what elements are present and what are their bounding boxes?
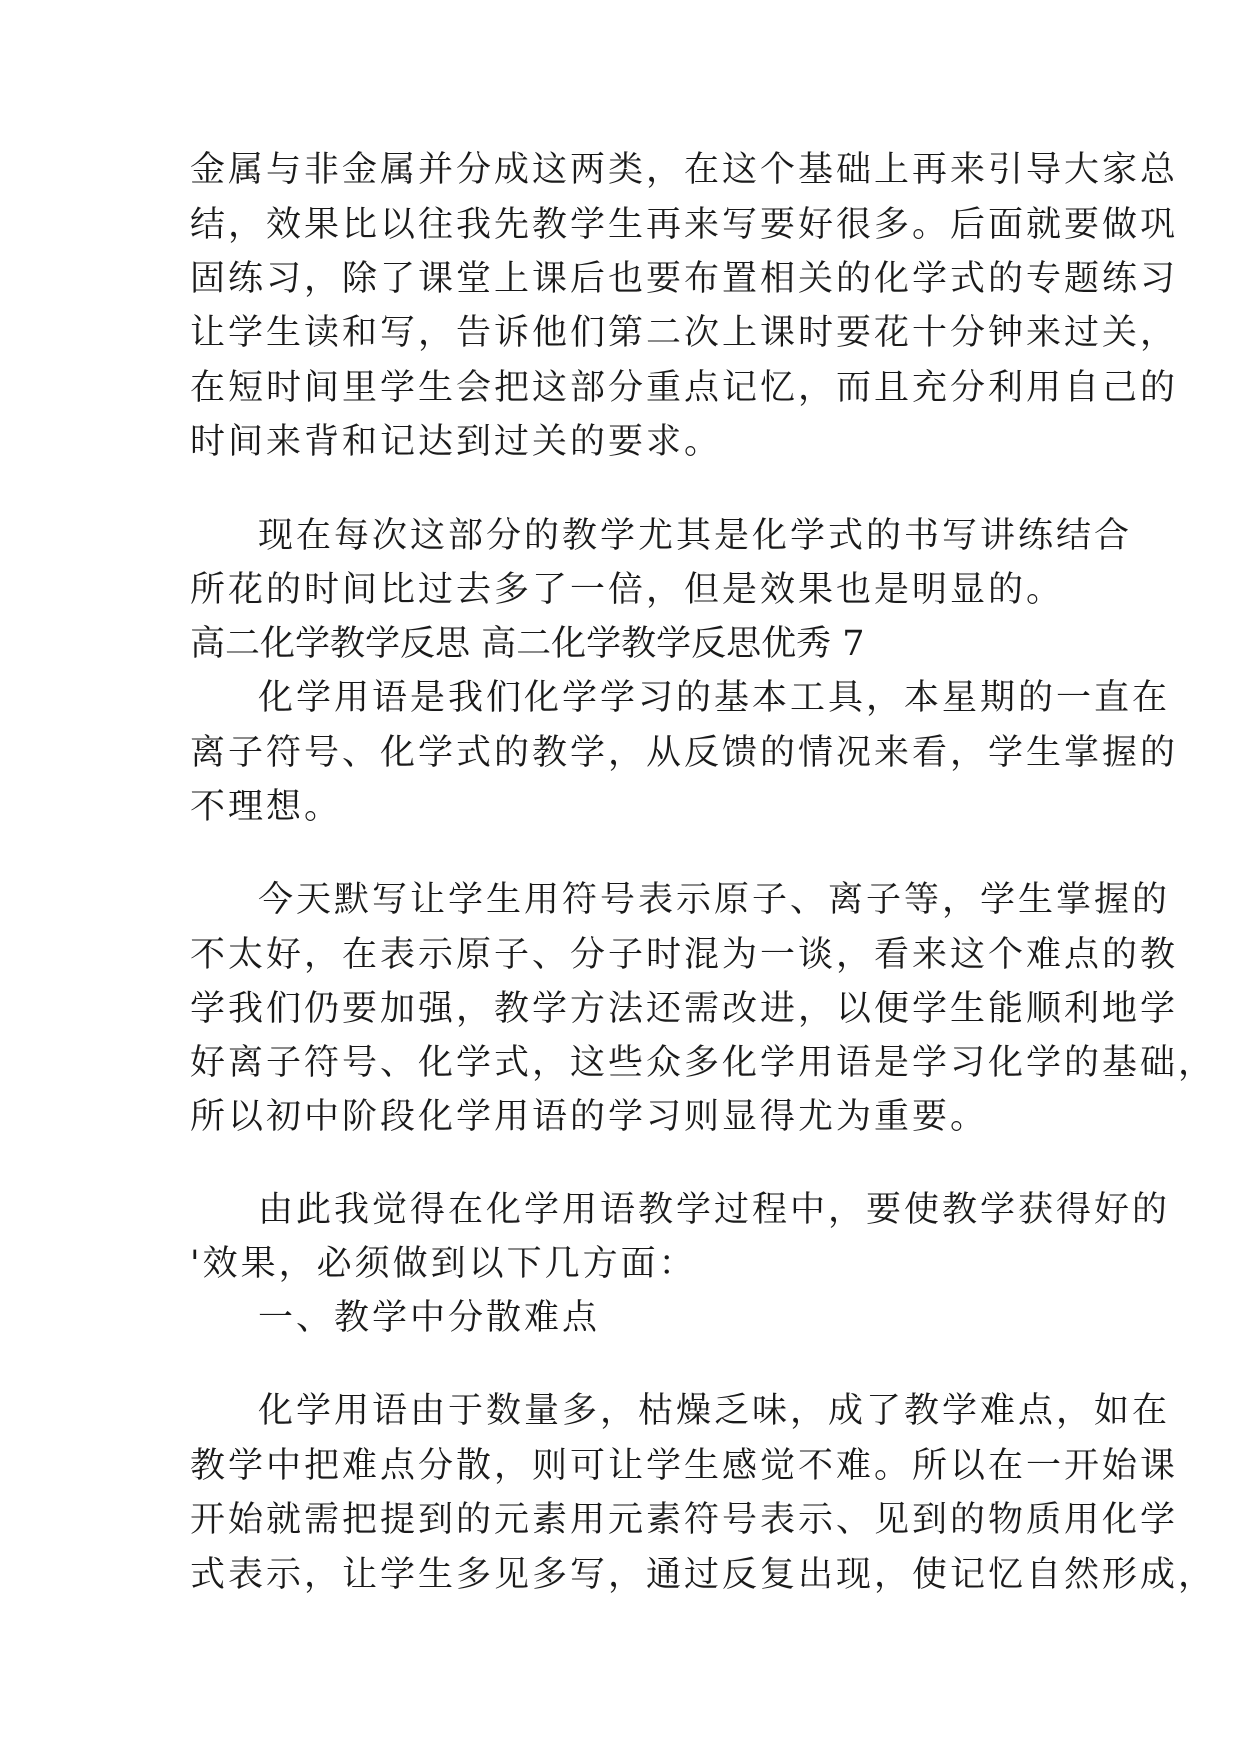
text-line-10: 化学用语是我们化学学习的基本工具，本星期的一直在	[258, 678, 1171, 718]
text-line-22: 教学中把难点分散，则可让学生感觉不难。所以在一开始课	[190, 1446, 1179, 1486]
text-line-3: 固练习，除了课堂上课后也要布置相关的化学式的专题练习	[190, 259, 1179, 299]
text-line-18: 由此我觉得在化学用语教学过程中，要使教学获得好的	[258, 1190, 1171, 1230]
text-line-6: 时间来背和记达到过关的要求。	[190, 422, 723, 462]
text-line-7: 现在每次这部分的教学尤其是化学式的书写讲练结合	[258, 516, 1133, 556]
text-line-19: '效果，必须做到以下几方面：	[190, 1244, 697, 1284]
text-line-12: 不理想。	[190, 787, 343, 827]
text-line-23: 开始就需把提到的元素用元素符号表示、见到的物质用化学	[190, 1500, 1179, 1540]
subheading: 一、教学中分散难点	[258, 1298, 601, 1338]
text-line-1: 金属与非金属并分成这两类，在这个基础上再来引导大家总	[190, 150, 1179, 190]
text-line-24: 式表示，让学生多见多写，通过反复出现，使记忆自然形成，	[190, 1555, 1217, 1595]
text-line-5: 在短时间里学生会把这部分重点记忆，而且充分利用自己的	[190, 368, 1179, 408]
text-line-2: 结，效果比以往我先教学生再来写要好很多。后面就要做巩	[190, 205, 1179, 245]
text-line-16: 好离子符号、化学式，这些众多化学用语是学习化学的基础，	[190, 1043, 1217, 1083]
text-line-21: 化学用语由于数量多，枯燥乏味，成了教学难点，如在	[258, 1391, 1171, 1431]
text-line-13: 今天默写让学生用符号表示原子、离子等，学生掌握的	[258, 880, 1171, 920]
section-heading: 高二化学教学反思 高二化学教学反思优秀 7	[190, 624, 865, 664]
text-line-11: 离子符号、化学式的教学，从反馈的情况来看，学生掌握的	[190, 733, 1179, 773]
text-line-15: 学我们仍要加强，教学方法还需改进，以便学生能顺利地学	[190, 989, 1179, 1029]
text-line-17: 所以初中阶段化学用语的学习则显得尤为重要。	[190, 1097, 989, 1137]
text-line-4: 让学生读和写，告诉他们第二次上课时要花十分钟来过关，	[190, 313, 1179, 353]
text-line-14: 不太好，在表示原子、分子时混为一谈，看来这个难点的教	[190, 935, 1179, 975]
text-line-8: 所花的时间比过去多了一倍，但是效果也是明显的。	[190, 570, 1065, 610]
